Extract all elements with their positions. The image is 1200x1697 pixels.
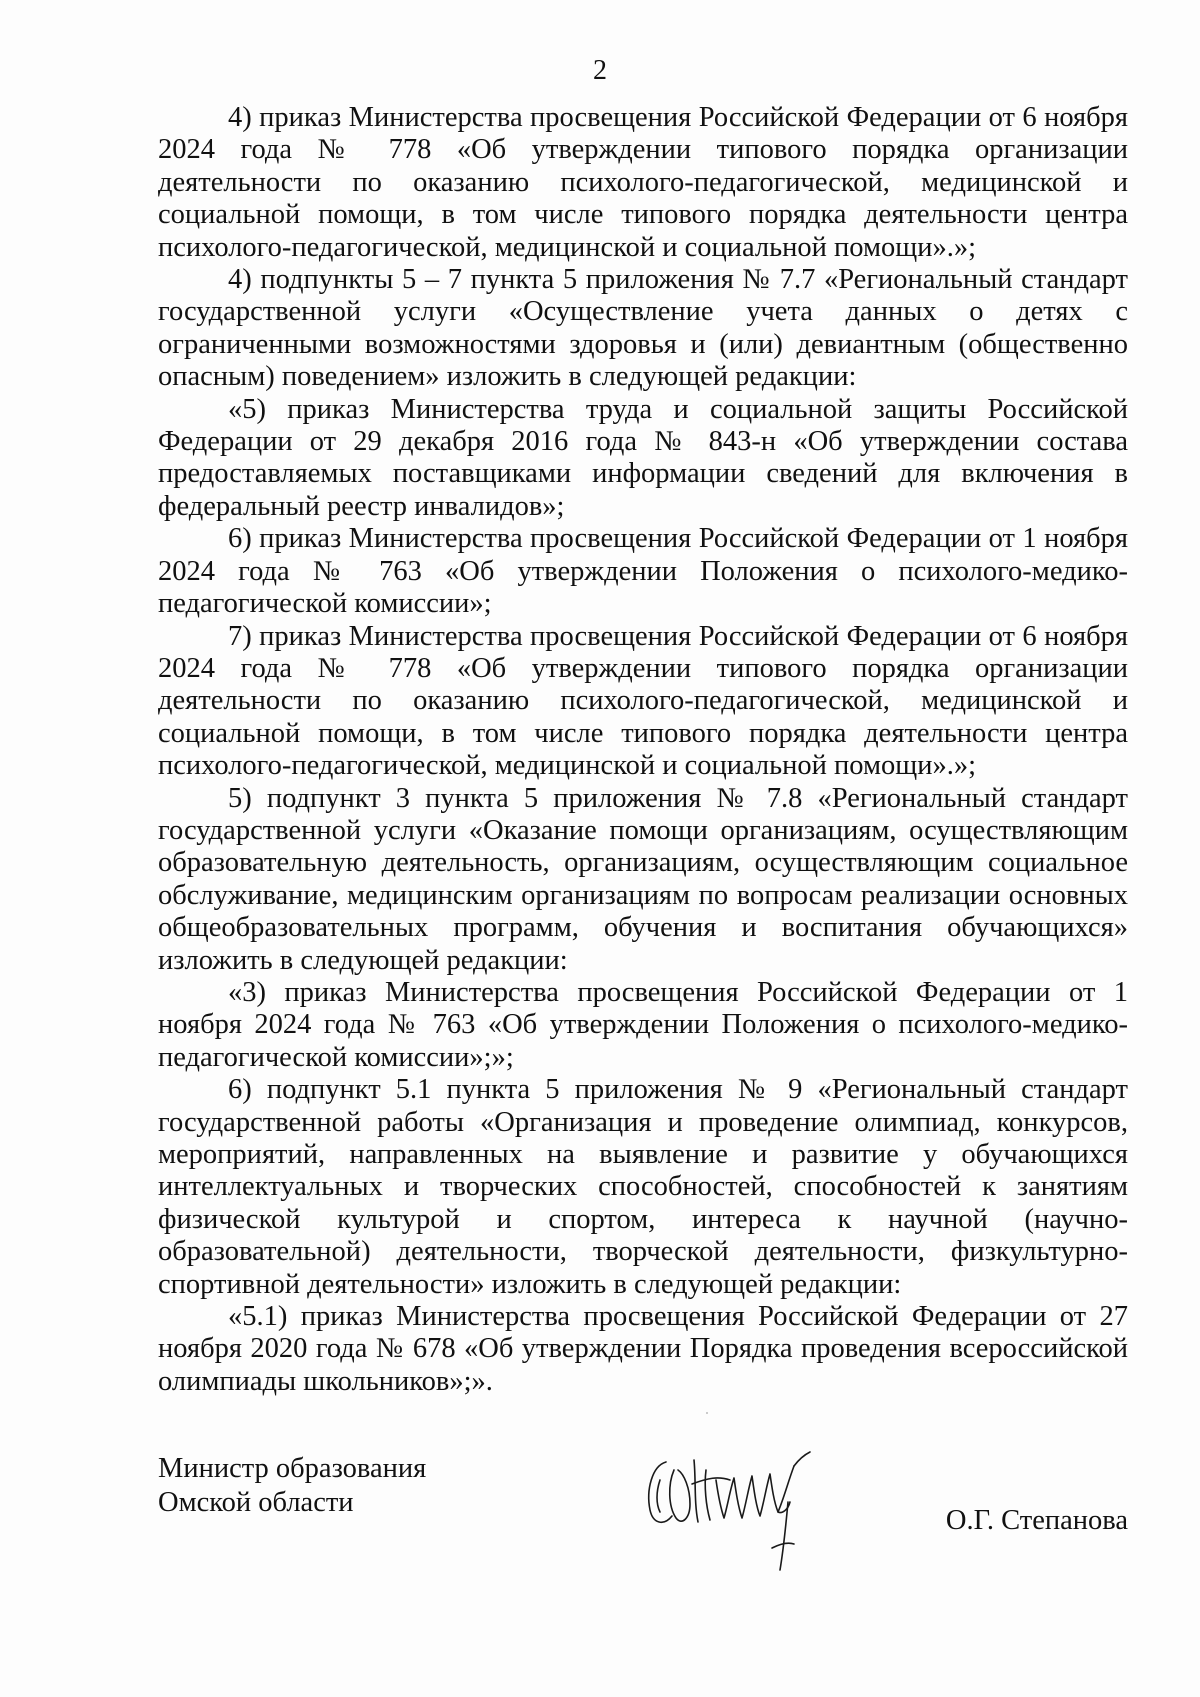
paragraph-item-5-1-order-678: «5.1) приказ Министерства просвещения Российской Федерации от 27 ноября 2020 года № 678 «Об утверждении Порядка проведения всероссийской олимпиады школьников»;». [158, 1301, 1128, 1397]
paragraph-amendment-5: 5) подпункт 3 пункта 5 приложения № 7.8 «Региональный стандарт государственной услуги «Оказание помощи организациям, осуществляющим образовательную деятельность, организациям, осуществляющим социальное обслуживание, медицинским организациям по вопросам реализации основных общеобразовательных программ, обучения и воспитания обучающихся» изложить в следующей редакции: [158, 782, 1128, 976]
paragraph-amendment-4: 4) подпункты 5 – 7 пункта 5 приложения № 7.7 «Региональный стандарт государственной услуги «Осуществление учета данных о детях с ограниченными возможностями здоровья и (или) девиантным (общественно опасным) поведением» изложить в следующей редакции: [158, 264, 1128, 393]
paragraph-amendment-6: 6) подпункт 5.1 пункта 5 приложения № 9 «Региональный стандарт государственной работы «Организация и проведение олимпиад, конкурсов, мероприятий, направленных на выявление и развитие у обучающихся интеллектуальных и творческих способностей, способностей к занятиям физической культурой и спортом, интереса к научной (научно-образовательной) деятельности, творческой деятельности, физкультурно-спортивной деятельности» изложить в следующей редакции: [158, 1074, 1128, 1300]
signature-block [158, 1452, 1128, 1592]
page-number: 2 [593, 55, 607, 86]
signatory-name: О.Г. Степанова [945, 1505, 1128, 1536]
signatory-position-line-2: Омской области [158, 1487, 354, 1518]
paragraph-item-5-order-843n: «5) приказ Министерства труда и социальной защиты Российской Федерации от 29 декабря 2016 года № 843-н «Об утверждении состава предоставляемых поставщиками информации сведений для включения в федеральный реестр инвалидов»; [158, 393, 1128, 522]
paragraph-item-4-order-778: 4) приказ Министерства просвещения Российской Федерации от 6 ноября 2024 года № 778 «Об утверждении типового порядка организации деятельности по оказанию психолого-педагогической, медицинской и социальной помощи, в том числе типового порядка деятельности центра психолого-педагогической, медицинской и социальной помощи».»; [158, 102, 1128, 263]
signatory-position [158, 1452, 426, 1520]
paragraph-item-7-order-778: 7) приказ Министерства просвещения Российской Федерации от 6 ноября 2024 года № 778 «Об утверждении типового порядка организации деятельности по оказанию психолого-педагогической, медицинской и социальной помощи, в том числе типового порядка деятельности центра психолого-педагогической, медицинской и социальной помощи».»; [158, 620, 1128, 782]
signatory-position-line-1: Министр образования [158, 1453, 427, 1484]
paragraph-item-3-order-763: «3) приказ Министерства просвещения Российской Федерации от 1 ноября 2024 года № 763 «Об утверждении Положения о психолого-медико-педагогической комиссии»;»; [158, 976, 1128, 1073]
scan-speck [706, 1412, 708, 1414]
handwritten-signature [638, 1440, 868, 1580]
paragraph-item-6-order-763: 6) приказ Министерства просвещения Российской Федерации от 1 ноября 2024 года № 763 «Об утверждении Положения о психолого-медико-педагогической комиссии»; [158, 523, 1128, 620]
document-body [158, 102, 1128, 1398]
